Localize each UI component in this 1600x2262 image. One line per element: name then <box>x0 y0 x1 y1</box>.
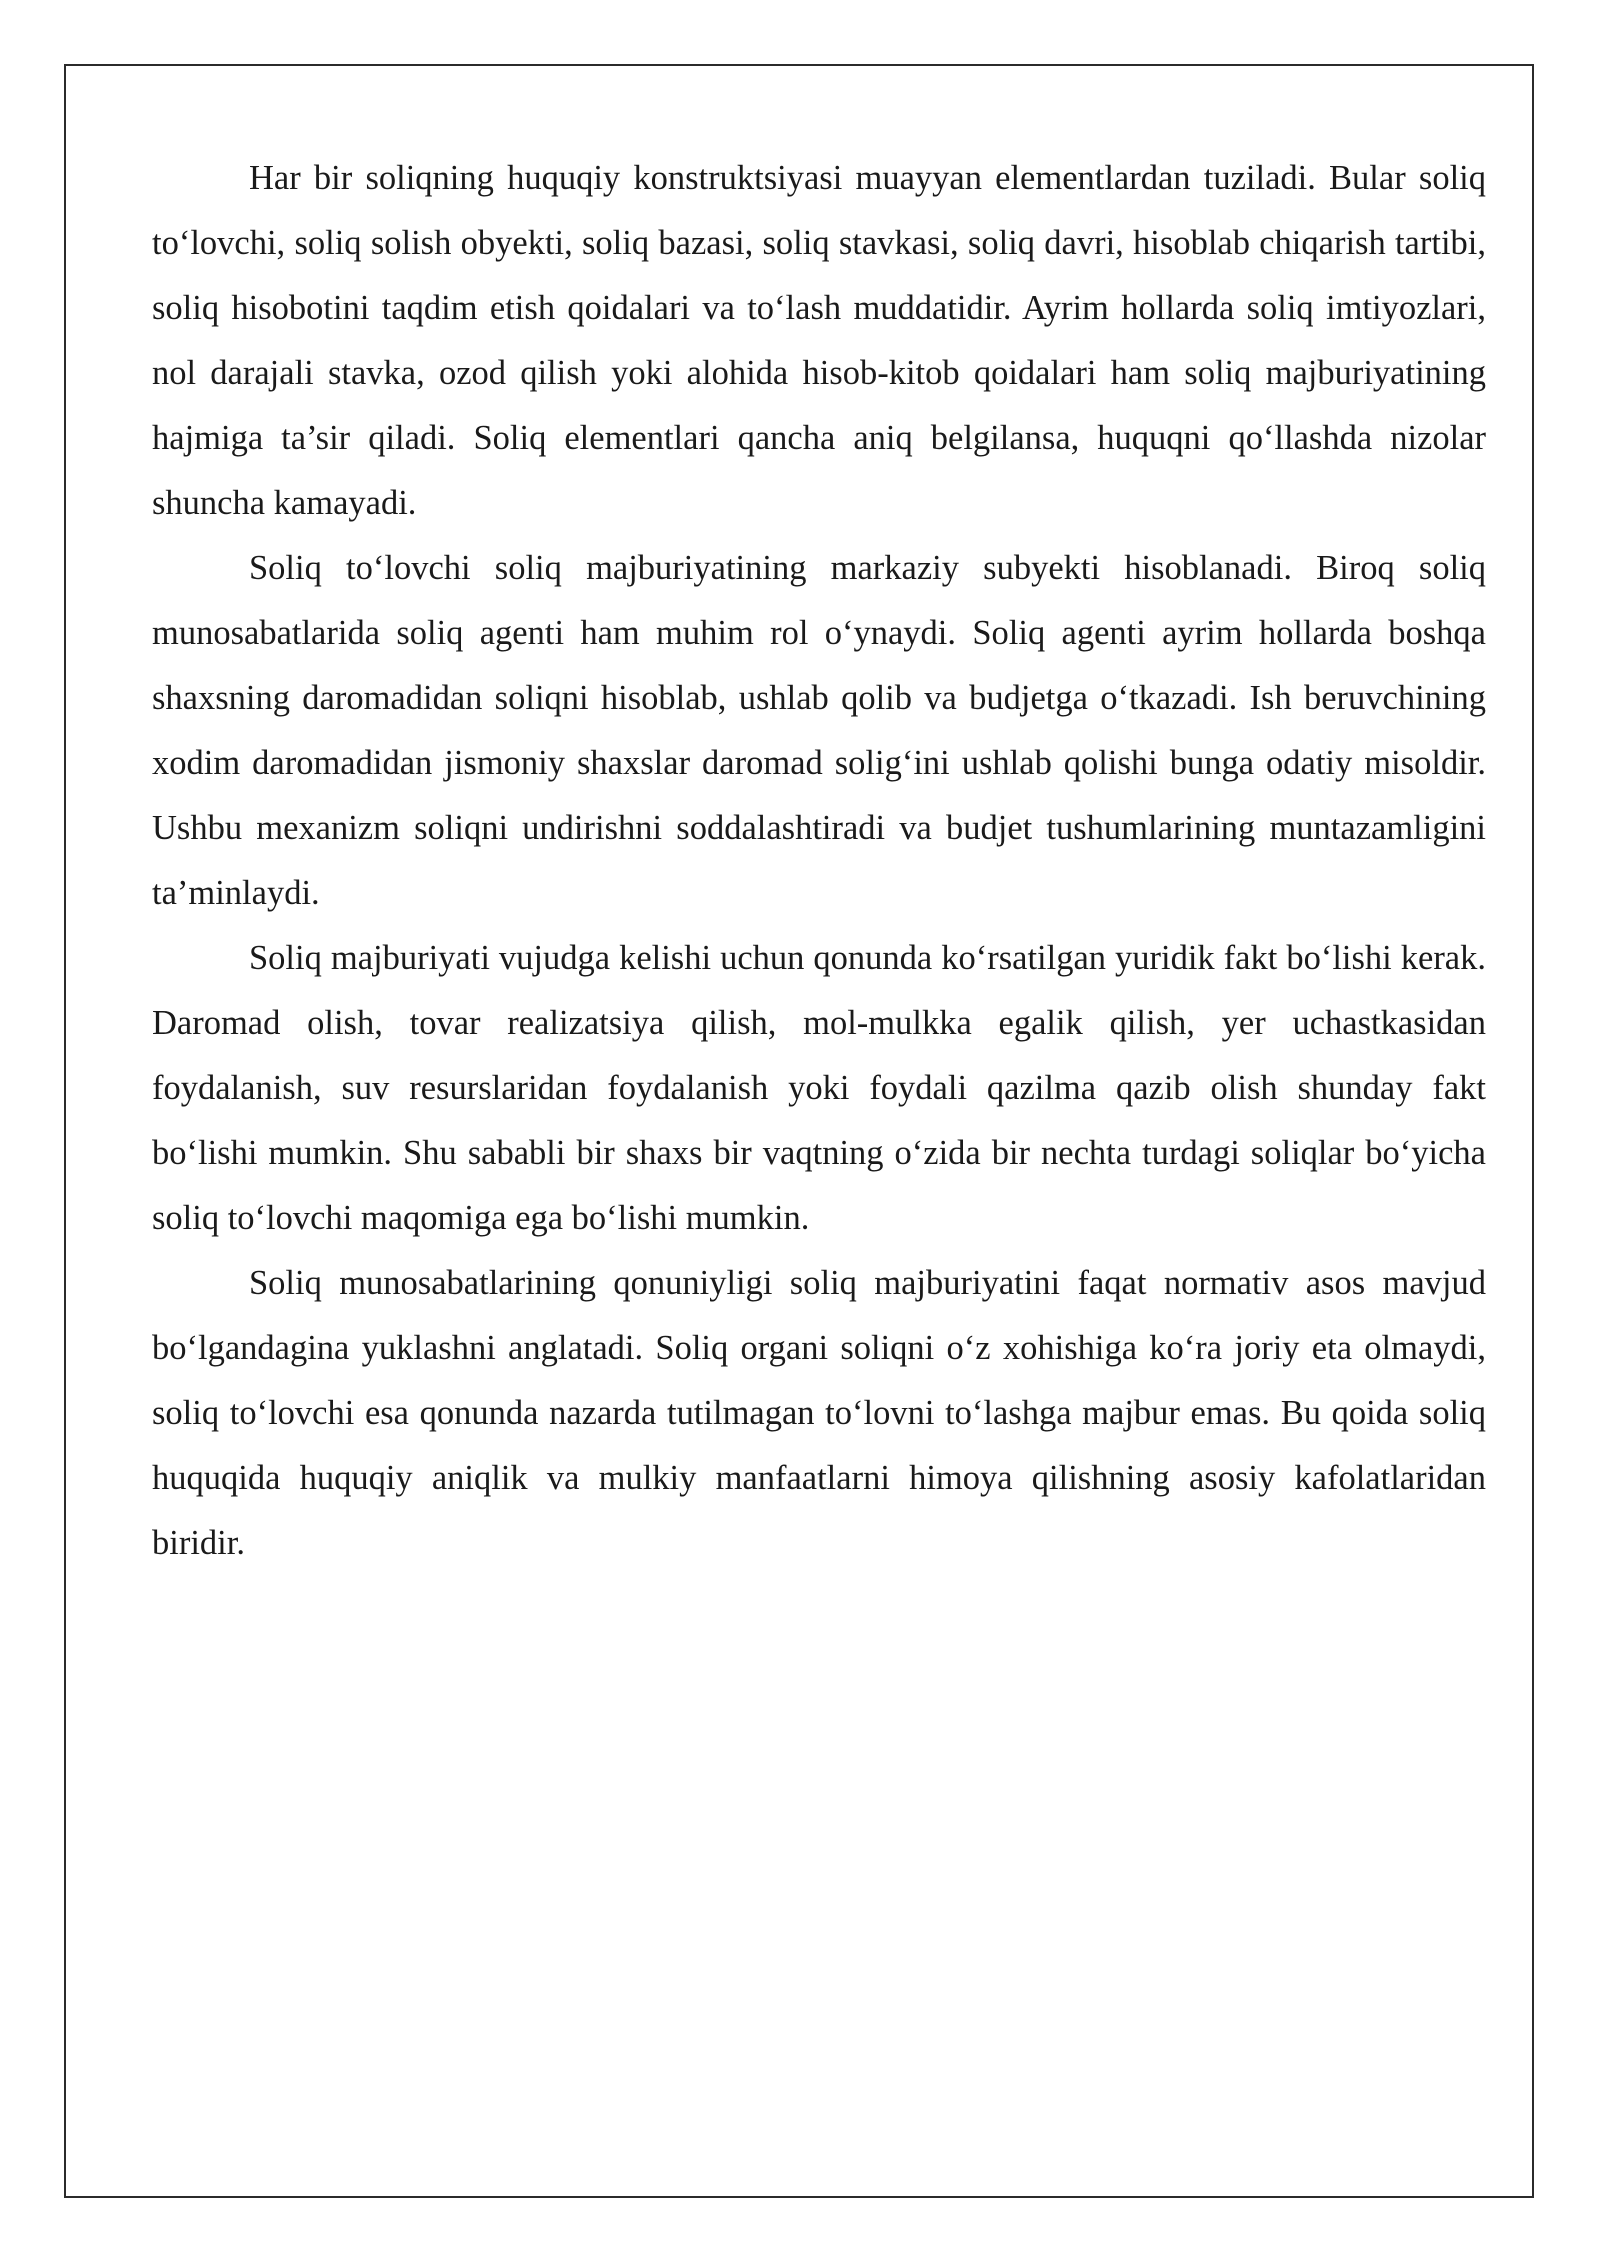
paragraph: Har bir soliqning huquqiy konstruktsiyasi muayyan elementlardan tuziladi. Bular soliq to‘lovchi, soliq solish obyekti, soliq bazasi, soliq stavkasi, soliq davri, hisoblab chiqarish tartibi, soliq hisobotini taqdim etish qoidalari va to‘lash muddatidir. Ayrim hollarda soliq imtiyozlari, nol darajali stavka, ozod qilish yoki alohida hisob-kitob qoidalari ham soliq majburiyatining hajmiga ta’sir qiladi. Soliq elementlari qancha aniq belgilansa, huquqni qo‘llashda nizolar shuncha kamayadi. <box>152 159 1486 522</box>
paragraph: Soliq munosabatlarining qonuniyligi soliq majburiyatini faqat normativ asos mavjud bo‘lgandagina yuklashni anglatadi. Soliq organi soliqni o‘z xohishiga ko‘ra joriy eta olmaydi, soliq to‘lovchi esa qonunda nazarda tutilmagan to‘lovni to‘lashga majbur emas. Bu qoida soliq huquqida huquqiy aniqlik va mulkiy manfaatlarni himoya qilishning asosiy kafolatlaridan biridir. <box>152 1264 1486 1562</box>
paragraph: Soliq majburiyati vujudga kelishi uchun qonunda ko‘rsatilgan yuridik fakt bo‘lishi kerak. Daromad olish, tovar realizatsiya qilish, mol-mulkka egalik qilish, yer uchastkasidan foydalanish, suv resurslaridan foydalanish yoki foydali qazilma qazib olish shunday fakt bo‘lishi mumkin. Shu sababli bir shaxs bir vaqtning o‘zida bir nechta turdagi soliqlar bo‘yicha soliq to‘lovchi maqomiga ega bo‘lishi mumkin. <box>152 939 1486 1237</box>
paragraph: Soliq to‘lovchi soliq majburiyatining markaziy subyekti hisoblanadi. Biroq soliq munosabatlarida soliq agenti ham muhim rol o‘ynaydi. Soliq agenti ayrim hollarda boshqa shaxsning daromadidan soliqni hisoblab, ushlab qolib va budjetga o‘tkazadi. Ish beruvchining xodim daromadidan jismoniy shaxslar daromad solig‘ini ushlab qolishi bunga odatiy misoldir. Ushbu mexanizm soliqni undirishni soddalashtiradi va budjet tushumlarining muntazamligini ta’minlaydi. <box>152 549 1486 912</box>
document-body <box>152 146 1486 1576</box>
